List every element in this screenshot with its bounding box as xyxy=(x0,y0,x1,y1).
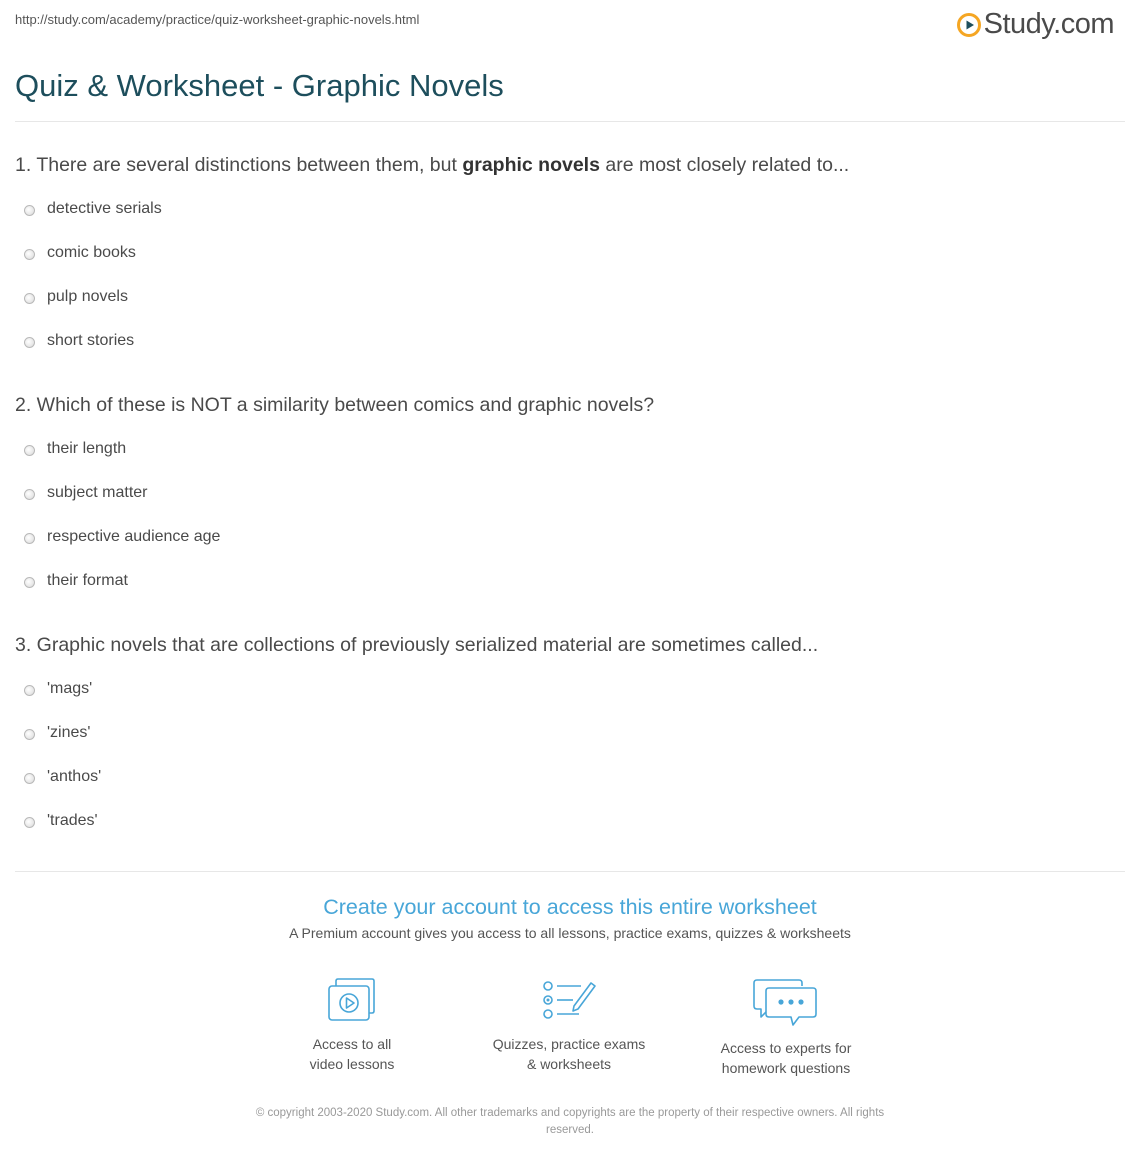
answer-option[interactable] xyxy=(15,241,1125,285)
chat-bubbles-icon xyxy=(753,976,819,1028)
question-1 xyxy=(15,154,1125,373)
answer-label: their length xyxy=(47,440,127,457)
question-text: 1. There are several distinctions between them, but graphic novels are most closely related to... xyxy=(15,154,850,176)
radio-button[interactable] xyxy=(24,577,35,588)
feature-label: Access to experts for homework questions xyxy=(720,1040,852,1076)
radio-button[interactable] xyxy=(24,205,35,216)
video-lessons-icon xyxy=(326,976,378,1024)
play-circle-icon xyxy=(957,13,981,37)
top-bar xyxy=(15,8,1114,42)
answer-options xyxy=(15,197,1125,373)
quiz-checklist-icon xyxy=(541,976,597,1024)
radio-button[interactable] xyxy=(24,489,35,500)
radio-button[interactable] xyxy=(24,685,35,696)
answer-label: their format xyxy=(47,572,128,589)
answer-option[interactable] xyxy=(15,569,1125,613)
answer-option[interactable] xyxy=(15,525,1125,569)
divider xyxy=(15,121,1125,122)
feature-label: Access to all video lessons xyxy=(309,1036,395,1072)
radio-button[interactable] xyxy=(24,817,35,828)
study-logo[interactable] xyxy=(957,8,1114,41)
divider xyxy=(15,871,1125,872)
radio-button[interactable] xyxy=(24,249,35,260)
question-2 xyxy=(15,394,1125,613)
radio-button[interactable] xyxy=(24,773,35,784)
answer-label: pulp novels xyxy=(47,288,128,305)
feature-quizzes xyxy=(469,976,669,1074)
copyright-notice: © copyright 2003-2020 Study.com. All other trademarks and copyrights are the property of their respective owners. All rights reserved. xyxy=(255,1107,885,1136)
feature-label: Quizzes, practice exams & worksheets xyxy=(492,1036,646,1072)
radio-button[interactable] xyxy=(24,337,35,348)
answer-option[interactable] xyxy=(15,285,1125,329)
question-emphasis: graphic novels xyxy=(462,154,600,176)
answer-option[interactable] xyxy=(15,677,1125,721)
cta-subtitle: A Premium account gives you access to all lessons, practice exams, quizzes & worksheets xyxy=(289,925,851,941)
radio-button[interactable] xyxy=(24,533,35,544)
radio-button[interactable] xyxy=(24,293,35,304)
feature-experts xyxy=(686,976,886,1078)
page-url: http://study.com/academy/practice/quiz-worksheet-graphic-novels.html xyxy=(15,12,420,27)
question-text: 2. Which of these is NOT a similarity between comics and graphic novels? xyxy=(15,394,655,416)
logo-text: Study.com xyxy=(983,8,1114,40)
answer-label: 'trades' xyxy=(47,812,98,829)
answer-label: comic books xyxy=(47,244,136,261)
answer-label: detective serials xyxy=(47,200,162,217)
question-3 xyxy=(15,634,1125,853)
answer-option[interactable] xyxy=(15,197,1125,241)
page-title: Quiz & Worksheet - Graphic Novels xyxy=(15,68,504,103)
answer-option[interactable] xyxy=(15,809,1125,853)
question-text: 3. Graphic novels that are collections of previously serialized material are sometimes called... xyxy=(15,634,819,656)
account-cta xyxy=(0,895,1140,941)
answer-label: 'anthos' xyxy=(47,768,102,785)
answer-label: 'mags' xyxy=(47,680,93,697)
answer-options xyxy=(15,677,1125,853)
answer-label: respective audience age xyxy=(47,528,221,545)
radio-button[interactable] xyxy=(24,729,35,740)
create-account-link[interactable]: Create your account to access this entire worksheet xyxy=(323,895,817,919)
feature-video-lessons xyxy=(252,976,452,1074)
answer-option[interactable] xyxy=(15,721,1125,765)
answer-options xyxy=(15,437,1125,613)
radio-button[interactable] xyxy=(24,445,35,456)
answer-option[interactable] xyxy=(15,329,1125,373)
answer-label: subject matter xyxy=(47,484,148,501)
answer-label: 'zines' xyxy=(47,724,91,741)
answer-label: short stories xyxy=(47,332,135,349)
answer-option[interactable] xyxy=(15,481,1125,525)
answer-option[interactable] xyxy=(15,765,1125,809)
answer-option[interactable] xyxy=(15,437,1125,481)
